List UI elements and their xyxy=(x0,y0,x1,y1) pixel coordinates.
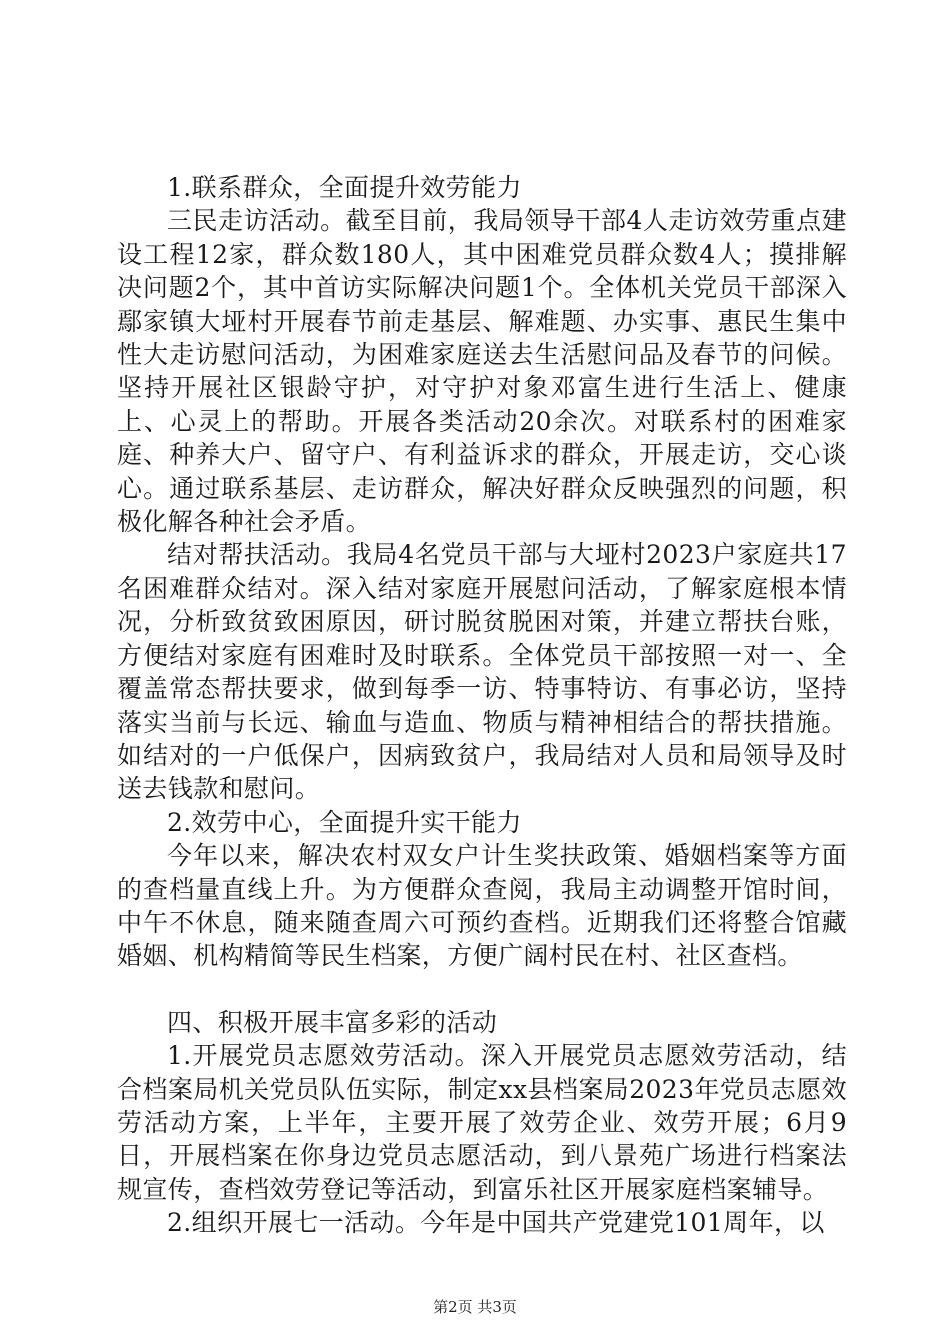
paragraph-pairing-assistance: 结对帮扶活动。我局4名党员干部与大垭村2023户家庭共17名困难群众结对。深入结对家庭开展慰问活动，了解家庭根本情况，分析致贫致困原因，研讨脱贫脱困对策，并建立帮扶台账，方便结对家庭有困难时及时联系。全体党员干部按照一对一、全覆盖常态帮扶要求，做到每季一访、特事特访、有事必访，坚持落实当前与长远、输血与造血、物质与精神相结合的帮扶措施。如结对的一户低保户，因病致贫户，我局结对人员和局领导及时送去钱款和慰问。 xyxy=(117,540,847,804)
paragraph-archive-queries: 今年以来，解决农村双女户计生奖扶政策、婚姻档案等方面的查档量直线上升。为方便群众查阅，我局主动调整开馆时间，中午不休息，随来随查周六可预约查档。近期我们还将整合馆藏婚姻、机构精简等民生档案，方便广阔村民在村、社区查档。 xyxy=(117,841,847,971)
paragraph-visit-activities: 三民走访活动。截至目前，我局领导干部4人走访效劳重点建设工程12家，群众数180人，其中困难党员群众数4人；摸排解决问题2个，其中首访实际解决问题1个。全体机关党员干部深入鄢家镇大垭村开展春节前走基层、解难题、办实事、惠民生集中性大走访慰问活动，为困难家庭送去生活慰问品及春节的问候。坚持开展社区银龄守护，对守护对象邓富生进行生活上、健康上、心灵上的帮助。开展各类活动20余次。对联系村的困难家庭、种养大户、留守户、有利益诉求的群众，开展走访，交心谈心。通过联系基层、走访群众，解决好群众反映强烈的问题，积极化解各种社会矛盾。 xyxy=(117,206,847,537)
paragraph-july-first-activity: 2.组织开展七一活动。今年是中国共产党建党101周年，以 xyxy=(167,1208,825,1238)
heading-section-four: 四、积极开展丰富多彩的活动 xyxy=(167,1007,498,1037)
page-footer: 第2页 共3页 xyxy=(433,1298,517,1316)
section-spacer xyxy=(117,973,847,1006)
heading-contact-masses: 1.联系群众，全面提升效劳能力 xyxy=(167,173,522,202)
heading-service-center: 2.效劳中心，全面提升实干能力 xyxy=(167,807,522,837)
paragraph-volunteer-service: 1.开展党员志愿效劳活动。深入开展党员志愿效劳活动，结合档案局机关党员队伍实际，制定xx县档案局2023年党员志愿效劳活动方案，上半年，主要开展了效劳企业、效劳开展；6月9日，开展档案在你身边党员志愿活动，到八景苑广场进行档案法规宣传，查档效劳登记等活动，到富乐社区开展家庭档案辅导。 xyxy=(117,1041,847,1204)
document-body xyxy=(117,171,847,1240)
